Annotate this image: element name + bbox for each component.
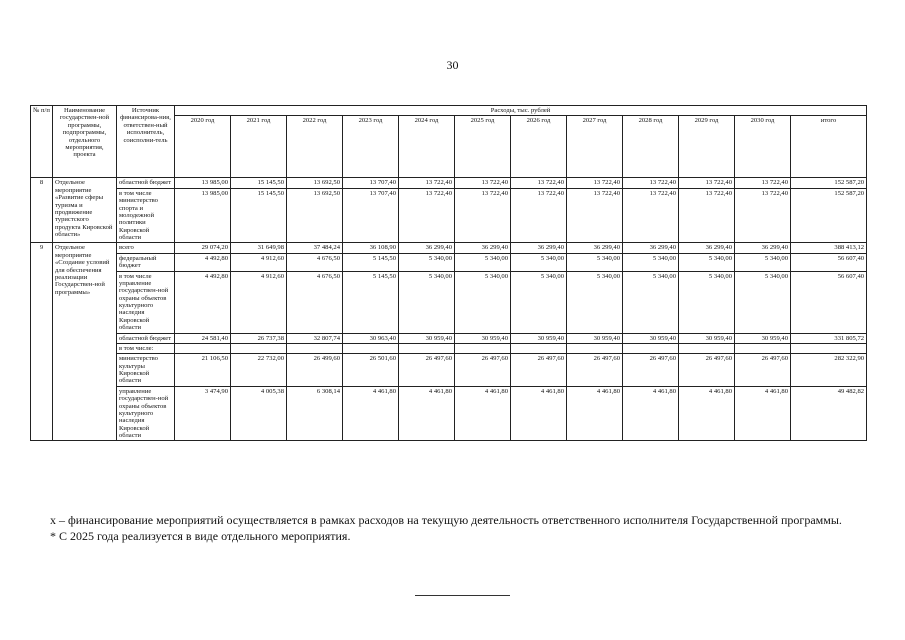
year-value-cell: 4 461,80 [455,386,511,441]
year-value-cell: 6 308,14 [287,386,343,441]
table-row [31,354,867,387]
table-row [31,178,867,188]
year-value-cell: 5 340,00 [399,271,455,333]
year-value-cell: 26 497,60 [455,354,511,387]
year-value-cell: 5 340,00 [623,253,679,271]
year-value-cell: 5 340,00 [511,253,567,271]
funding-source: всего [117,243,175,253]
year-value-cell: 4 912,60 [231,253,287,271]
year-value-cell: 13 722,40 [735,188,791,243]
year-value-cell: 4 492,80 [175,253,231,271]
year-value-cell: 13 722,40 [455,188,511,243]
year-value-cell: 13 722,40 [735,178,791,188]
year-value-cell: 13 722,40 [567,178,623,188]
funding-source: областной бюджет [117,178,175,188]
header-total: итого [791,116,867,178]
year-value-cell: 4 676,50 [287,253,343,271]
year-value-cell: 22 732,00 [231,354,287,387]
year-value-cell: 36 299,40 [567,243,623,253]
header-year: 2022 год [287,116,343,178]
funding-source: министерство культуры Кировской области [117,354,175,387]
header-expenses: Расходы, тыс. рублей [175,106,867,116]
year-value-cell: 13 722,40 [511,178,567,188]
total-cell: 56 607,40 [791,253,867,271]
header-year: 2021 год [231,116,287,178]
year-value-cell: 30 959,40 [455,333,511,343]
year-value-cell: 24 581,40 [175,333,231,343]
year-value-cell: 13 692,50 [287,188,343,243]
year-value-cell: 5 340,00 [735,271,791,333]
year-value-cell [455,343,511,353]
year-value-cell: 26 737,38 [231,333,287,343]
total-cell: 49 482,82 [791,386,867,441]
total-cell: 388 413,12 [791,243,867,253]
year-value-cell: 30 959,40 [735,333,791,343]
year-value-cell: 13 692,50 [287,178,343,188]
year-value-cell: 4 461,80 [343,386,399,441]
year-value-cell [679,343,735,353]
year-value-cell: 36 108,90 [343,243,399,253]
year-value-cell: 4 461,80 [679,386,735,441]
header-year: 2027 год [567,116,623,178]
header-year: 2026 год [511,116,567,178]
year-value-cell: 5 145,50 [343,271,399,333]
table-row [31,243,867,253]
year-value-cell: 13 707,40 [343,178,399,188]
year-value-cell: 4 005,38 [231,386,287,441]
year-value-cell: 13 722,40 [623,188,679,243]
year-value-cell: 36 299,40 [399,243,455,253]
year-value-cell: 36 299,40 [735,243,791,253]
funding-source: в том числе министерство спорта и молодежной политики Кировской области [117,188,175,243]
year-value-cell [735,343,791,353]
year-value-cell: 4 912,60 [231,271,287,333]
year-value-cell: 13 722,40 [399,188,455,243]
budget-table [30,105,867,441]
year-value-cell: 5 340,00 [455,253,511,271]
header-year: 2030 год [735,116,791,178]
year-value-cell: 5 340,00 [735,253,791,271]
year-value-cell: 31 649,98 [231,243,287,253]
year-value-cell: 5 340,00 [679,271,735,333]
year-value-cell [399,343,455,353]
funding-source: управление государствен-ной охраны объектов культурного наследия Кировской области [117,386,175,441]
year-value-cell: 30 959,40 [567,333,623,343]
year-value-cell: 5 340,00 [567,253,623,271]
year-value-cell: 13 985,00 [175,178,231,188]
year-value-cell [567,343,623,353]
header-year: 2025 год [455,116,511,178]
year-value-cell: 13 722,40 [623,178,679,188]
year-value-cell: 4 461,80 [623,386,679,441]
header-year: 2024 год [399,116,455,178]
funding-source: в том числе управление государствен-ной охраны объектов культурного наследия Кировской области [117,271,175,333]
year-value-cell: 30 963,40 [343,333,399,343]
year-value-cell: 4 461,80 [567,386,623,441]
measure-name: Отдельное мероприятие «Развитие сферы туризма и продвижение туристского продукта Кировской области» [53,178,117,243]
year-value-cell: 5 340,00 [399,253,455,271]
year-value-cell: 4 461,80 [735,386,791,441]
separator-line [415,595,510,596]
footnotes [50,513,858,544]
year-value-cell: 13 722,40 [679,188,735,243]
row-number: 8 [31,178,53,243]
year-value-cell: 26 497,60 [679,354,735,387]
total-cell: 152 587,20 [791,178,867,188]
year-value-cell [343,343,399,353]
year-value-cell [287,343,343,353]
table-row [31,271,867,333]
total-cell [791,343,867,353]
total-cell: 331 805,72 [791,333,867,343]
year-value-cell: 13 722,40 [511,188,567,243]
year-value-cell: 30 959,40 [679,333,735,343]
page-number: 30 [446,58,459,72]
footnote-star: * С 2025 года реализуется в виде отдельного мероприятия. [50,528,351,543]
year-value-cell: 13 985,00 [175,188,231,243]
year-value-cell: 36 299,40 [679,243,735,253]
table-row [31,253,867,271]
year-value-cell: 30 959,40 [511,333,567,343]
year-value-cell: 36 299,40 [455,243,511,253]
year-value-cell: 13 722,40 [399,178,455,188]
year-value-cell: 26 497,60 [735,354,791,387]
year-value-cell [511,343,567,353]
year-value-cell: 29 074,20 [175,243,231,253]
year-value-cell: 26 497,60 [399,354,455,387]
year-value-cell: 37 484,24 [287,243,343,253]
header-year: 2028 год [623,116,679,178]
year-value-cell: 4 461,80 [399,386,455,441]
header-row-top [31,106,867,116]
year-value-cell: 5 340,00 [455,271,511,333]
year-value-cell: 4 676,50 [287,271,343,333]
year-value-cell: 13 722,40 [455,178,511,188]
year-value-cell: 13 722,40 [679,178,735,188]
total-cell: 152 587,20 [791,188,867,243]
year-value-cell: 36 299,40 [511,243,567,253]
year-value-cell [175,343,231,353]
year-value-cell: 15 145,50 [231,188,287,243]
year-value-cell: 3 474,90 [175,386,231,441]
header-year: 2020 год [175,116,231,178]
year-value-cell: 5 340,00 [567,271,623,333]
funding-source: областной бюджет [117,333,175,343]
year-value-cell: 36 299,40 [623,243,679,253]
year-value-cell: 30 959,40 [399,333,455,343]
measure-name: Отдельное мероприятие «Создание условий для обеспечения реализации Государствен-ной программы» [53,243,117,441]
year-value-cell: 13 722,40 [567,188,623,243]
total-cell: 56 607,40 [791,271,867,333]
footnote-x: х – финансирование мероприятий осуществляется в рамках расходов на текущую деятельность ответственного исполнителя Государственной программы. [50,513,842,527]
year-value-cell: 26 499,60 [287,354,343,387]
table-row [31,333,867,343]
year-value-cell [231,343,287,353]
row-number: 9 [31,243,53,441]
header-name: Наименование государствен-ной программы, подпрограммы, отдельного мероприятия, проекта [53,106,117,178]
year-value-cell: 5 145,50 [343,253,399,271]
year-value-cell: 21 106,50 [175,354,231,387]
year-value-cell [623,343,679,353]
year-value-cell: 26 497,60 [567,354,623,387]
year-value-cell: 4 492,80 [175,271,231,333]
year-value-cell: 5 340,00 [511,271,567,333]
funding-source: в том числе: [117,343,175,353]
year-value-cell: 5 340,00 [623,271,679,333]
table-row [31,188,867,243]
header-num: № п/п [31,106,53,178]
table-row [31,343,867,353]
year-value-cell: 30 959,40 [623,333,679,343]
year-value-cell: 4 461,80 [511,386,567,441]
year-value-cell: 15 145,50 [231,178,287,188]
year-value-cell: 13 707,40 [343,188,399,243]
year-value-cell: 26 497,60 [511,354,567,387]
table-row [31,386,867,441]
header-year: 2029 год [679,116,735,178]
year-value-cell: 26 497,60 [623,354,679,387]
year-value-cell: 5 340,00 [679,253,735,271]
header-source: Источник финансирова-ния, ответствен-ный исполнитель, соисполни-тель [117,106,175,178]
header-year: 2023 год [343,116,399,178]
year-value-cell: 26 501,60 [343,354,399,387]
funding-source: федеральный бюджет [117,253,175,271]
year-value-cell: 32 807,74 [287,333,343,343]
total-cell: 282 322,90 [791,354,867,387]
